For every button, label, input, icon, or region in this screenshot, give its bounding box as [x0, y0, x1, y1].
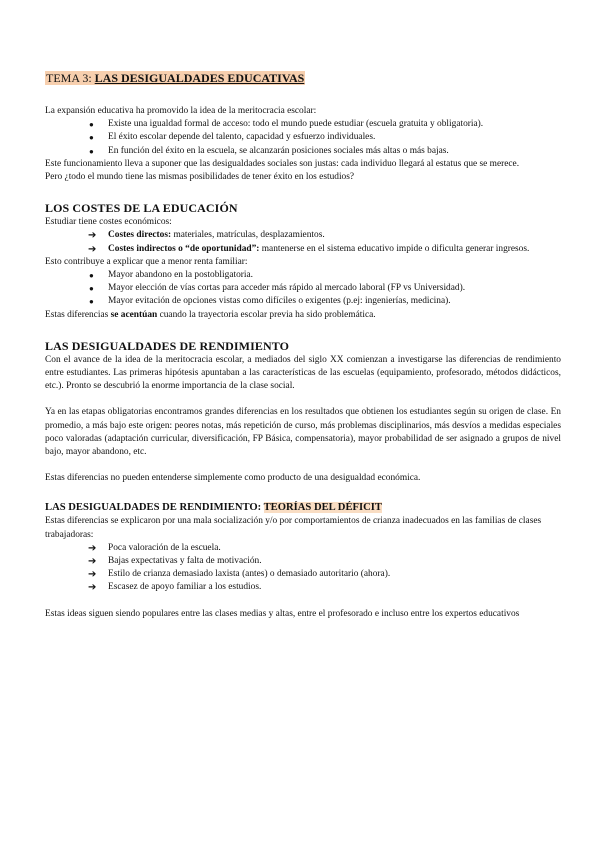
document-title: [45, 70, 561, 86]
list-item: ● Mayor elección de vías cortas para acceder más rápido al mercado laboral (FP vs Universidad).: [45, 282, 561, 295]
costes-lead: Estudiar tiene costes económicos:: [45, 217, 172, 228]
deficit-arrow-list: [45, 542, 561, 595]
costes-closing: Estas diferencias se acentúan cuando la trayectoria escolar previa ha sido problemática.: [45, 309, 376, 320]
intro-paragraph-2: Pero ¿todo el mundo tiene las mismas posibilidades de tener éxito en los estudios?: [45, 172, 355, 183]
bullet-icon: ●: [89, 146, 94, 156]
deficit-heading-highlight: TEORÍAS DEL DÉFICIT: [263, 502, 382, 514]
bullet-icon: ●: [89, 284, 94, 294]
arrow-right-icon: ➔: [88, 542, 97, 554]
costes-lead-2: Esto contribuye a explicar que a menor renta familiar:: [45, 256, 248, 267]
arrow-right-icon: ➔: [88, 569, 97, 581]
arrow-right-icon: ➔: [88, 230, 97, 242]
deficit-lead: Estas diferencias se explicaron por una mala socialización y/o por comportamientos de crianza inadecuados en las familias de clases trabajadoras:: [45, 516, 542, 540]
bullet-icon: ●: [89, 271, 94, 281]
bullet-icon: ●: [89, 120, 94, 130]
bullet-icon: ●: [89, 133, 94, 143]
rendimiento-paragraph-2: Ya en las etapas obligatorias encontramos grandes diferencias en los resultados que obtienen los estudiantes según su origen de clase. En promedio, a más bajo este origen: peores notas, más repetición de curso, más problemas disciplinarios, más desvíos a medidas especiales poco valoradas (adaptación curricular, diversificación, FP Básica, compensatoria), mayor probabilidad de ser asignado a grupos de nivel bajo, mayor abandono, etc.: [45, 407, 561, 458]
rendimiento-paragraph-3: Estas diferencias no pueden entenderse simplemente como producto de una desigualdad económica.: [45, 473, 421, 484]
list-item: ● En función del éxito en la escuela, se alcanzarán posiciones sociales más altas o más bajas.: [45, 145, 561, 158]
intro-lead: La expansión educativa ha promovido la idea de la meritocracia escolar:: [45, 106, 317, 116]
list-item: ● Mayor abandono en la postobligatoria.: [45, 269, 561, 282]
costes-arrow-list: [45, 229, 561, 255]
title-highlight: [45, 71, 305, 85]
list-item: ➔ Estilo de crianza demasiado laxista (antes) o demasiado autoritario (ahora).: [88, 569, 391, 581]
intro-bullet-list: [45, 118, 561, 158]
document-page: [45, 70, 561, 621]
list-item: ➔ Escasez de apoyo familiar a los estudios.: [88, 582, 262, 594]
list-item: ➔ Poca valoración de la escuela.: [88, 542, 221, 554]
arrow-right-icon: ➔: [88, 243, 97, 255]
rendimiento-paragraph-1: Con el avance de la idea de la meritocracia escolar, a mediados del siglo XX comienzan a investigarse las diferencias de rendimiento entre estudiantes. Las primeras hipótesis apuntaban a las características de las escuelas (equipamiento, profesorado, métodos didácticos, etc.). Pronto se descubrió la enorme importancia de la clase social.: [45, 354, 561, 392]
list-item: ➔ Costes indirectos o “de oportunidad”: mantenerse en el sistema educativo impide o dificulta generar ingresos.: [88, 243, 530, 255]
arrow-right-icon: ➔: [88, 556, 97, 568]
deficit-heading: LAS DESIGUALDADES DE RENDIMIENTO: TEORÍAS DEL DÉFICIT: [45, 502, 382, 514]
costes-bullet-list: [45, 269, 561, 309]
list-item: ● Mayor evitación de opciones vistas como difíciles o exigentes (p.ej: ingenierías, medicina).: [45, 295, 561, 308]
arrow-right-icon: ➔: [88, 582, 97, 594]
title-main: LAS DESIGUALDADES EDUCATIVAS: [94, 71, 305, 85]
list-item: ● El éxito escolar depende del talento, capacidad y esfuerzo individuales.: [45, 131, 561, 144]
title-prefix: TEMA 3:: [46, 71, 92, 85]
list-item: ● Existe una igualdad formal de acceso: todo el mundo puede estudiar (escuela gratuita y obligatoria).: [45, 118, 561, 131]
list-item: ➔ Costes directos: materiales, matrículas, desplazamientos.: [88, 230, 325, 242]
costes-heading: LOS COSTES DE LA EDUCACIÓN: [45, 201, 238, 216]
intro-paragraph-1: Este funcionamiento lleva a suponer que las desigualdades sociales son justas: cada individuo llegará al estatus que se merece.: [45, 158, 520, 169]
deficit-closing: Estas ideas siguen siendo populares entre las clases medias y altas, entre el profesorado e incluso entre los expertos educativos: [45, 608, 520, 619]
bullet-icon: ●: [89, 297, 94, 307]
rendimiento-heading: LAS DESIGUALDADES DE RENDIMIENTO: [45, 338, 290, 353]
list-item: ➔ Bajas expectativas y falta de motivación.: [88, 556, 262, 568]
